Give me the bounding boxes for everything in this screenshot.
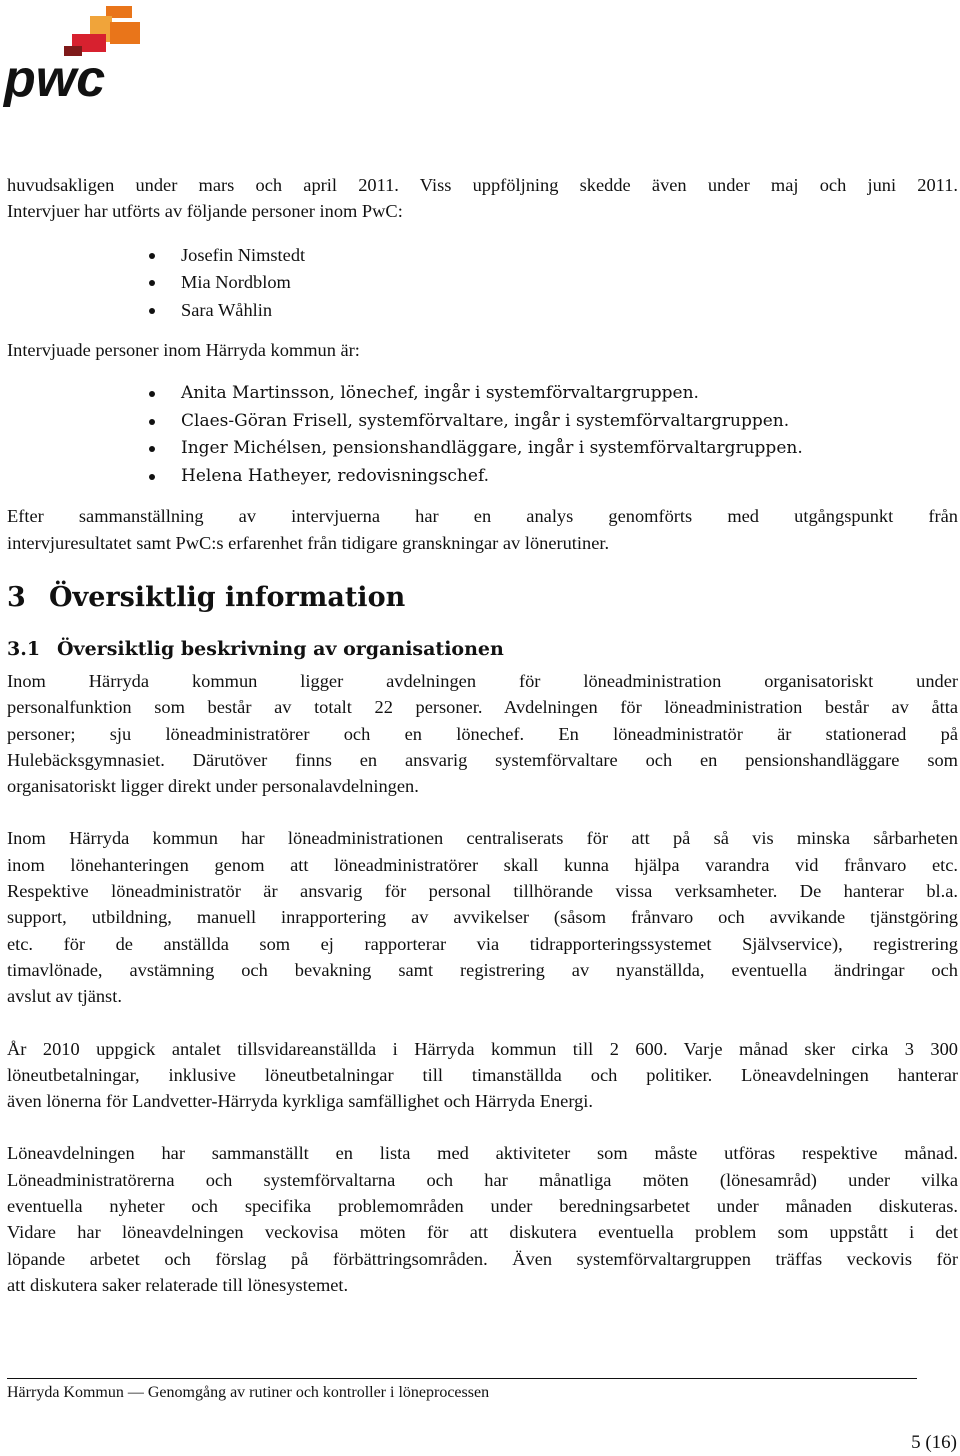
list-item: Anita Martinsson, lönechef, ingår i systemförvaltargruppen. — [7, 380, 958, 408]
bullet-icon — [149, 280, 155, 286]
bullet-icon — [149, 391, 155, 397]
list-item: Mia Nordblom — [7, 269, 958, 297]
intro-line-1: huvudsakligen under mars och april 2011. Viss uppföljning skedde även under maj och juni 2011. — [7, 175, 958, 195]
bullet-icon — [149, 474, 155, 480]
list-item: Helena Hatheyer, redovisningschef. — [7, 463, 958, 491]
subsection-heading: 3.1 Översiktlig beskrivning av organisationen — [7, 637, 504, 660]
bullet-icon — [149, 446, 155, 452]
paragraph-meetings: Löneavdelningen har sammanställt en lista med aktiviteter som måste utföras respektive månad. Löneadministratörerna och systemförvaltarna och har månatliga möten (lönesamråd) under vilka eventuella nyheter och specifika problemområden under beredningsarbetet under månaden diskuteras. Vidare har löneavdelningen veckovisa möten för att diskutera eventuella problem som uppstått i det löpande arbetet och förslag på förbättringsområden. Även systemförvaltargruppen träffas veckovis för att diskutera saker relaterade till lönesystemet. — [7, 1143, 958, 1295]
bullet-icon — [149, 308, 155, 314]
list-item: Josefin Nimstedt — [7, 242, 958, 270]
logo-wordmark: pwc — [4, 50, 106, 108]
logo-block-right — [110, 22, 140, 44]
paragraph-organisation: Inom Härryda kommun ligger avdelningen för löneadministration organisatoriskt under personalfunktion som består av totalt 22 personer. Avdelningen för löneadministration består av åtta personer; sju löneadministratörer och en lönechef. En löneadministratör är stationerad på Hulebäcksgymnasiet. Därutöver finns en ansvarig systemförvaltare och en pensionshandläggare som organisatoriskt ligger direkt under personalavdelningen. — [7, 670, 958, 797]
list-item: Sara Wåhlin — [7, 297, 958, 325]
pwc-logo — [2, 2, 142, 110]
bullet-icon — [149, 253, 155, 259]
document-body — [7, 172, 958, 1298]
section-heading: 3 Översiktlig information — [7, 581, 406, 613]
list-item: Inger Michélsen, pensionshandläggare, ingår i systemförvaltargruppen. — [7, 435, 958, 463]
footer-divider — [7, 1378, 917, 1379]
pwc-people-list — [7, 242, 958, 325]
paragraph-centralisation: Inom Härryda kommun har löneadministrationen centraliserats för att på så vis minska sårbarheten inom lönehanteringen genom att löneadministratörer skall kunna hjälpa varandra vid frånvaro etc. Respektive löneadministratör är ansvarig för personal tillhörande vissa verksamheter. De hanterar bl.a. support, utbildning, manuell inrapportering av avvikelser (såsom frånvaro och avvikande tjänstgöring etc. för de anställda som ej rapporterar via tidrapporteringssystemet Självservice), registrering timavlönade, avstämning och bevakning samt registrering av nyanställda, eventuella ändringar och avslut av tjänst. — [7, 828, 958, 1007]
page-number: 5 (16) — [911, 1432, 957, 1453]
intro-line-2: Intervjuer har utförts av följande personer inom PwC: — [7, 201, 403, 222]
analysis-paragraph: Efter sammanställning av intervjuerna har en analys genomförts med utgångspunkt från intervjuresultatet samt PwC:s erfarenhet från tidigare granskningar av lönerutiner. — [7, 506, 958, 553]
paragraph-statistics: År 2010 uppgick antalet tillsvidareanställda i Härryda kommun till 2 600. Varje månad sker cirka 3 300 löneutbetalningar, inklusive löneutbetalningar till timanställda och politiker. Löneavdelningen hanterar även lönerna för Landvetter-Härryda kyrkliga samfällighet och Härryda Energi. — [7, 1038, 958, 1112]
bullet-icon — [149, 419, 155, 425]
interviewed-heading: Intervjuade personer inom Härryda kommun är: — [7, 340, 360, 361]
list-item: Claes-Göran Frisell, systemförvaltare, ingår i systemförvaltargruppen. — [7, 408, 958, 436]
interviewed-list — [7, 380, 958, 490]
footer-text: Härryda Kommun — Genomgång av rutiner och kontroller i löneprocessen — [7, 1384, 490, 1401]
